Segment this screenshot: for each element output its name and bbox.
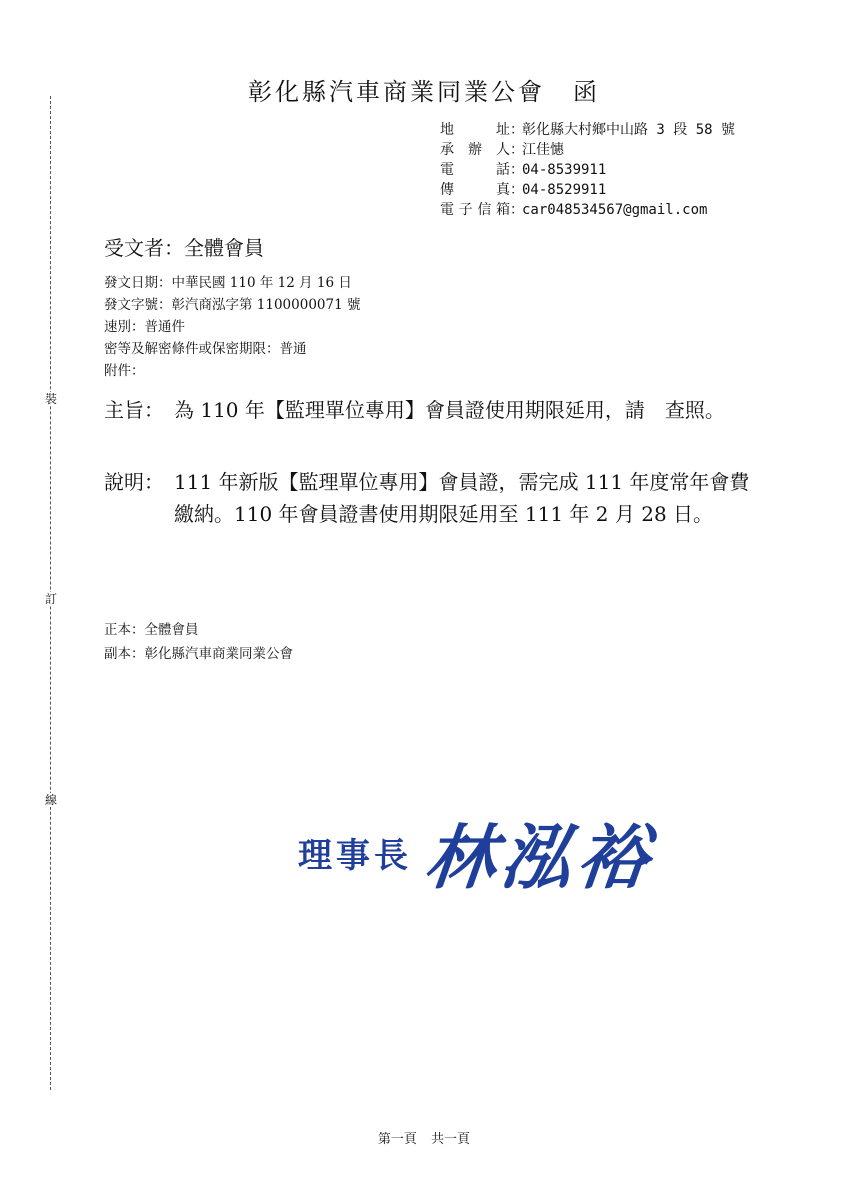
original-recipients: 正本：全體會員 — [104, 622, 199, 638]
contact-row-handler: 承 辦 人 ： 江佳憓 — [440, 142, 564, 158]
contact-value: 彰化縣大村鄉中山路 3 段 58 號 — [522, 122, 736, 138]
contact-email-value: car048534567@gmail.com — [522, 202, 708, 218]
binding-char-xian: 線 — [44, 793, 57, 807]
description-text: 111 年新版【監理單位專用】會員證，需完成 111 年度常年會費繳納。110 年會員證書使用期限延用至 111 年 2 月 28 日。 — [174, 470, 750, 526]
doc-type: 函 — [573, 78, 600, 106]
binding-char-ding: 訂 — [44, 592, 57, 606]
contact-label: 電子信箱 — [440, 202, 510, 218]
contact-label: 傳 真 — [440, 182, 510, 198]
document-number: 發文字號：彰汽商泓字第 1100000071 號 — [104, 297, 361, 313]
contact-value: 04-8539911 — [522, 162, 607, 178]
signature-role: 理事長 — [298, 836, 412, 876]
org-name: 彰化縣汽車商業同業公會 — [248, 78, 545, 106]
contact-row-fax: 傳 真 ： 04-8529911 — [440, 182, 607, 198]
contact-label: 承 辦 人 — [440, 142, 510, 158]
contact-value: 04-8529911 — [522, 182, 607, 198]
contact-block — [440, 120, 735, 220]
distribution — [104, 618, 293, 666]
contact-label: 地 址 — [440, 122, 510, 138]
document-meta — [104, 272, 360, 382]
description-paragraph — [104, 466, 764, 530]
secrecy-level: 密等及解密條件或保密期限：普通 — [104, 341, 307, 357]
contact-value: 江佳憓 — [522, 142, 564, 158]
binding-char-zhuang: 裝 — [44, 392, 57, 406]
signature-name: 林泓裕 — [421, 817, 658, 899]
subject-paragraph — [104, 394, 764, 426]
contact-row-email: 電子信箱 ： car048534567@gmail.com — [440, 202, 708, 218]
description-heading: 說明： — [104, 470, 164, 494]
speed-class: 速別：普通件 — [104, 319, 185, 335]
issue-date: 發文日期：中華民國 110 年 12 月 16 日 — [104, 275, 352, 291]
contact-label: 電 話 — [440, 162, 510, 178]
page-footer: 第一頁 共一頁 — [377, 1132, 471, 1147]
copy-recipients: 副本：彰化縣汽車商業同業公會 — [104, 646, 293, 662]
recipient: 受文者：全體會員 — [104, 236, 264, 260]
subject-text: 為 110 年【監理單位專用】會員證使用期限延用，請 查照。 — [174, 398, 725, 422]
subject-heading: 主旨： — [104, 398, 164, 422]
document-title — [0, 72, 848, 107]
contact-row-phone: 電 話 ： 04-8539911 — [440, 162, 607, 178]
contact-row-address: 地 址 ： 彰化縣大村鄉中山路 3 段 58 號 — [440, 122, 736, 138]
attachments: 附件： — [104, 363, 145, 379]
chairman-signature-stamp — [298, 802, 658, 903]
